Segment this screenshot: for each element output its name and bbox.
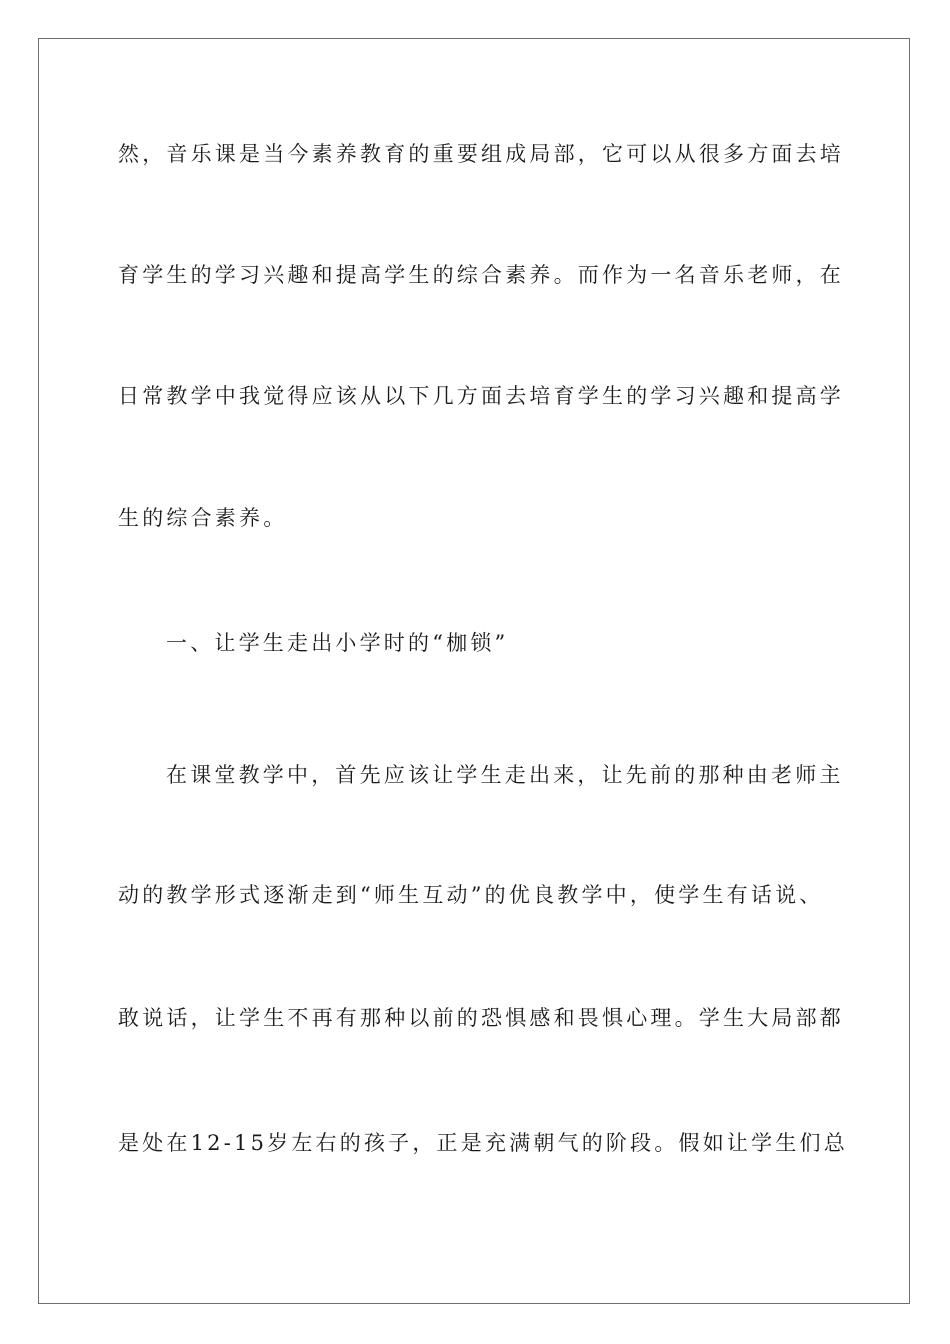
body-text-line: 敢说话，让学生不再有那种以前的恐惧感和畏惧心理。学生大局部都	[118, 1006, 844, 1030]
body-text-line: 是处在12-15岁左右的孩子，正是充满朝气的阶段。假如让学生们总	[118, 1131, 848, 1155]
body-text-line: 动的教学形式逐渐走到“师生互动”的优良教学中，使学生有话说、	[118, 883, 824, 907]
body-text-line: 然，音乐课是当今素养教育的重要组成局部，它可以从很多方面去培	[118, 142, 844, 166]
section-heading: 一、让学生走出小学时的“枷锁”	[166, 631, 509, 655]
body-text-line: 育学生的学习兴趣和提高学生的综合素养。而作为一名音乐老师，在	[118, 263, 844, 287]
body-text-line: 在课堂教学中，首先应该让学生走出来，让先前的那种由老师主	[166, 763, 844, 787]
page-border	[38, 38, 910, 1304]
body-text-line: 日常教学中我觉得应该从以下几方面去培育学生的学习兴趣和提高学	[118, 384, 844, 408]
body-text-line: 生的综合素养。	[118, 506, 288, 530]
